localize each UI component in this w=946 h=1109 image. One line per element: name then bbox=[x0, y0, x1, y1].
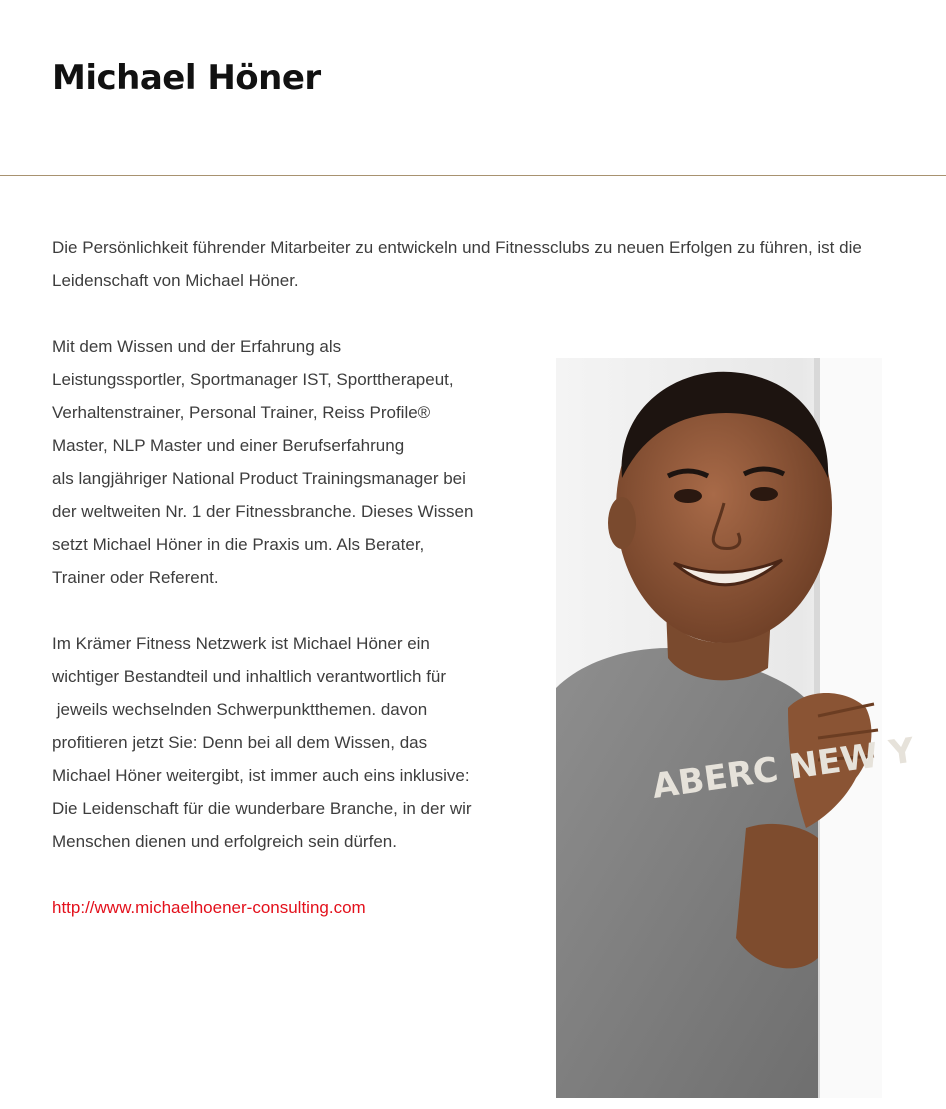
shirt-print-text: ABERC NEW Y bbox=[649, 730, 917, 807]
portrait-illustration bbox=[556, 358, 917, 1098]
bio-paragraph-intro: Die Persönlichkeit führender Mitarbeiter zu entwickeln und Fitnessclubs zu neuen Erfolgen zu führen, ist die Leidenschaft von Michael Höner. bbox=[52, 238, 862, 290]
bio-paragraph-qualifications: Mit dem Wissen und der Erfahrung als Leistungssportler, Sportmanager IST, Sporttherapeut, Verhaltenstrainer, Personal Trainer, Reiss Profile® Master, NLP Master und einer Berufserfahrung als langjähriger National Product Trainingsmanager bei der weltweiten Nr. 1 der Fitnessbranche. Dieses Wissen setzt Michael Höner in die Praxis um. Als Berater, Trainer oder Referent. bbox=[52, 337, 474, 587]
page-title: Michael Höner bbox=[52, 58, 321, 98]
header-divider bbox=[0, 175, 946, 176]
portrait-photo bbox=[556, 358, 917, 1098]
bio-paragraph-network: Im Krämer Fitness Netzwerk ist Michael Höner ein wichtiger Bestandteil und inhaltlich verantwortlich für jeweils wechselnden Schwerpunktthemen. davon profitieren jetzt Sie: Denn bei all dem Wissen, das Michael Höner weitergibt, ist immer auch eins inklusive: Die Leidenschaft für die wunderbare Branche, in der wir Menschen dienen und erfolgreich sein dürfen. bbox=[52, 634, 472, 851]
website-link[interactable]: http://www.michaelhoener-consulting.com bbox=[52, 898, 366, 917]
bio-content bbox=[52, 231, 917, 1098]
